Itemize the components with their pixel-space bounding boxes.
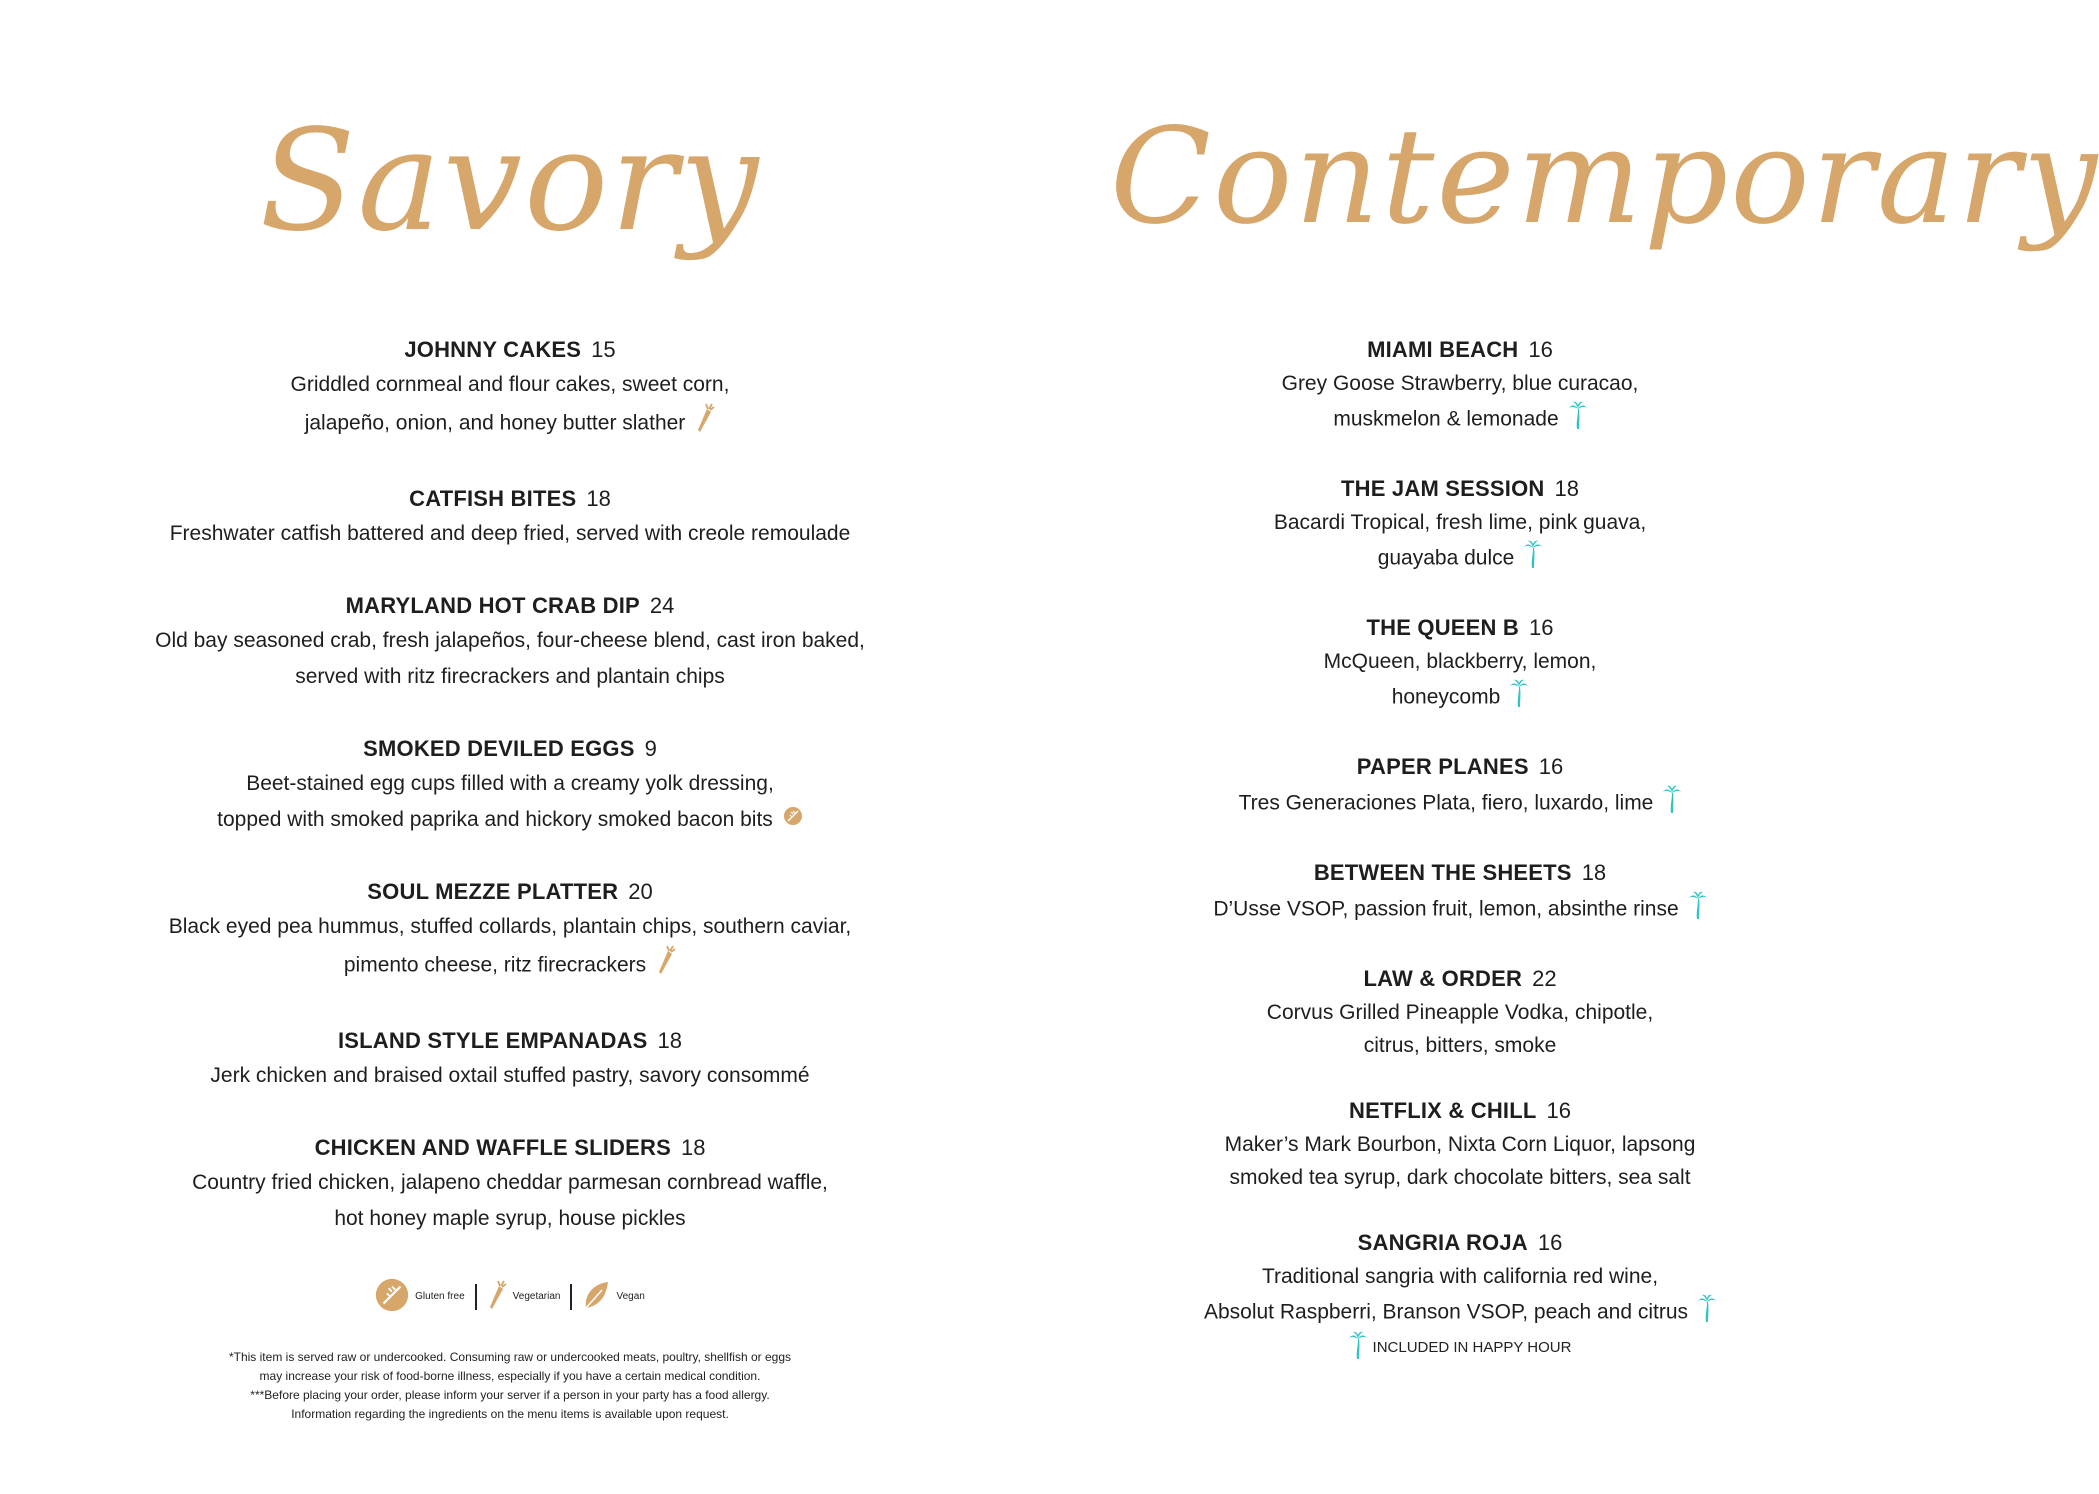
description-line — [1110, 1260, 1810, 1293]
contemporary-column — [1110, 0, 2099, 1494]
menu-item-heading — [1110, 1094, 1810, 1128]
description-line — [1110, 506, 1810, 539]
description-line — [100, 623, 920, 659]
palm-tree-icon — [1689, 890, 1707, 930]
menu-item-name: SANGRIA ROJA — [1357, 1230, 1528, 1255]
menu-item-heading — [100, 875, 920, 909]
description-line — [100, 1165, 920, 1201]
description-line — [1110, 400, 1810, 440]
description-text: Griddled cornmeal and flour cakes, sweet corn, — [290, 373, 730, 396]
menu-item-description — [1110, 1128, 1810, 1194]
description-text: citrus, bitters, smoke — [1363, 1034, 1557, 1057]
menu-item-price: 18 — [586, 486, 611, 511]
description-text: Country fried chicken, jalapeno cheddar parmesan cornbread waffle, — [192, 1171, 828, 1195]
menu-item-name: CATFISH BITES — [409, 486, 577, 511]
savory-column — [100, 0, 920, 1494]
description-line — [100, 945, 920, 987]
menu-item-price: 16 — [1528, 337, 1553, 362]
menu-item — [100, 333, 920, 445]
menu-item-name: MARYLAND HOT CRAB DIP — [345, 593, 640, 618]
description-text: McQueen, blackberry, lemon, — [1323, 650, 1597, 673]
disclaimer-line: ***Before placing your order, please inform your server if a person in your party has a food allergy. — [250, 1388, 770, 1402]
menu-item-heading — [1110, 472, 1810, 506]
menu-item-name: THE JAM SESSION — [1341, 476, 1545, 501]
description-line — [1110, 1029, 1810, 1062]
disclaimer-line: Information regarding the ingredients on the menu items is available upon request. — [291, 1407, 729, 1421]
vegetarian-carrot-icon — [656, 945, 676, 987]
description-text: muskmelon & lemonade — [1333, 407, 1559, 431]
menu-item-price: 9 — [644, 736, 657, 761]
description-line — [1110, 678, 1810, 718]
description-line — [100, 367, 920, 403]
legend-label: Vegetarian — [512, 1291, 561, 1302]
legend-entry — [487, 1280, 561, 1313]
menu-item-price: 20 — [628, 879, 653, 905]
menu-item-heading — [100, 589, 920, 623]
description-text: topped with smoked paprika and hickory smoked bacon bits — [217, 808, 773, 831]
description-line — [100, 403, 920, 445]
menu-item-name: THE QUEEN B — [1366, 615, 1520, 640]
menu-item-name: MIAMI BEACH — [1367, 337, 1519, 362]
description-line — [100, 909, 920, 945]
menu-item-description — [100, 367, 920, 445]
description-line — [100, 659, 920, 695]
menu-item-name: BETWEEN THE SHEETS — [1313, 860, 1572, 885]
menu-item-heading — [100, 482, 920, 516]
description-text: pimento cheese, ritz firecrackers — [343, 954, 647, 977]
menu-item — [100, 1131, 920, 1237]
menu-item-name: PAPER PLANES — [1356, 754, 1529, 779]
menu-item — [1110, 750, 1810, 824]
menu-item-price: 16 — [1546, 1098, 1572, 1123]
description-text: Absolut Raspberri, Branson VSOP, peach and citrus — [1203, 1300, 1689, 1324]
description-line — [1110, 996, 1810, 1029]
menu-item — [1110, 472, 1810, 579]
palm-tree-icon — [1510, 678, 1528, 718]
menu-item — [1110, 962, 1810, 1062]
menu-item-description — [100, 516, 920, 552]
description-line — [1110, 367, 1810, 400]
menu-item — [1110, 1094, 1810, 1194]
menu-item-price: 22 — [1532, 966, 1557, 991]
menu-item-heading — [1110, 333, 1810, 367]
menu-item-name: SMOKED DEVILED EGGS — [363, 736, 635, 761]
menu-item-price: 18 — [1581, 860, 1607, 885]
palm-tree-icon — [1663, 784, 1681, 824]
gluten-free-icon — [783, 802, 803, 838]
palm-tree-icon — [1698, 1293, 1716, 1333]
description-text: served with ritz firecrackers and plantain chips — [295, 665, 725, 688]
vegetarian-carrot-icon — [695, 403, 715, 445]
menu-item-description — [1110, 367, 1810, 440]
menu-item — [1110, 1226, 1810, 1333]
description-line — [100, 516, 920, 552]
palm-tree-icon — [1569, 400, 1587, 440]
menu-item-description — [100, 1165, 920, 1237]
menu-item-name: CHICKEN AND WAFFLE SLIDERS — [314, 1135, 671, 1161]
description-line — [1110, 784, 1810, 824]
description-text: Bacardi Tropical, fresh lime, pink guava, — [1273, 511, 1647, 534]
vegan-leaf-icon — [582, 1280, 610, 1313]
menu-item-name: LAW & ORDER — [1363, 966, 1523, 991]
menu-item-price: 18 — [657, 1028, 683, 1054]
disclaimer-line: *This item is served raw or undercooked. Consuming raw or undercooked meats, poultry, shellfish or eggs — [228, 1350, 792, 1364]
savory-item-list — [100, 333, 920, 1274]
menu-item-price: 15 — [591, 337, 616, 362]
menu-item-name: NETFLIX & CHILL — [1348, 1098, 1537, 1123]
description-line — [100, 1201, 920, 1237]
description-text: Black eyed pea hummus, stuffed collards, plantain chips, southern caviar, — [168, 915, 852, 939]
happy-hour-note — [1110, 1330, 1810, 1364]
menu-item-price: 18 — [1554, 476, 1579, 501]
palm-tree-icon — [1349, 1330, 1367, 1364]
description-line — [1110, 645, 1810, 678]
description-text: Maker’s Mark Bourbon, Nixta Corn Liquor, lapsong — [1224, 1133, 1696, 1156]
menu-item — [1110, 611, 1810, 718]
description-text: Grey Goose Strawberry, blue curacao, — [1281, 372, 1639, 395]
description-line — [1110, 539, 1810, 579]
legend-label: Vegan — [616, 1291, 645, 1302]
description-text: honeycomb — [1391, 685, 1501, 709]
description-text: Corvus Grilled Pineapple Vodka, chipotle, — [1266, 1001, 1654, 1024]
disclaimer-line: may increase your risk of food-borne illness, especially if you have a certain medical condition. — [259, 1369, 761, 1383]
description-text: smoked tea syrup, dark chocolate bitters, sea salt — [1229, 1166, 1691, 1189]
menu-item-description — [1110, 784, 1810, 824]
food-safety-disclaimer — [100, 1348, 920, 1424]
menu-item-heading — [1110, 962, 1810, 996]
menu-item-description — [1110, 996, 1810, 1062]
menu-item-heading — [100, 1131, 920, 1165]
menu-item-heading — [1110, 856, 1810, 890]
description-text: Freshwater catfish battered and deep fried, served with creole remoulade — [169, 522, 851, 545]
contemporary-item-list — [1110, 333, 1810, 1365]
menu-item-description — [1110, 890, 1810, 930]
menu-item-name: ISLAND STYLE EMPANADAS — [337, 1028, 648, 1054]
menu-item — [100, 732, 920, 838]
menu-item-description — [1110, 1260, 1810, 1333]
menu-item-price: 16 — [1537, 1230, 1563, 1255]
legend-label: Gluten free — [415, 1291, 465, 1302]
description-text: jalapeño, onion, and honey butter slather — [304, 411, 686, 435]
description-line — [100, 766, 920, 802]
menu-item — [100, 875, 920, 987]
description-text: hot honey maple syrup, house pickles — [334, 1207, 686, 1231]
description-text: Old bay seasoned crab, fresh jalapeños, four-cheese blend, cast iron baked, — [155, 629, 865, 652]
menu-item-heading — [1110, 611, 1810, 645]
menu-item — [100, 482, 920, 552]
menu-item — [100, 1024, 920, 1094]
menu-item-heading — [1110, 1226, 1810, 1260]
legend-divider — [570, 1284, 572, 1310]
menu-item-description — [100, 623, 920, 695]
menu-item-heading — [100, 333, 920, 367]
menu-item — [1110, 856, 1810, 930]
menu-item-description — [100, 909, 920, 987]
description-line — [1110, 1161, 1810, 1194]
menu-item-name: JOHNNY CAKES — [404, 337, 582, 362]
description-line — [1110, 890, 1810, 930]
menu-item-description — [100, 1058, 920, 1094]
description-line — [100, 802, 920, 838]
description-line — [1110, 1293, 1810, 1333]
gluten-free-icon — [375, 1278, 409, 1315]
savory-title: Savory — [259, 100, 761, 263]
description-text: Tres Generaciones Plata, fiero, luxardo, lime — [1238, 791, 1654, 815]
menu-item-price: 24 — [649, 593, 675, 618]
menu-item — [1110, 333, 1810, 440]
description-text: Jerk chicken and braised oxtail stuffed pastry, savory consommé — [210, 1064, 810, 1088]
menu-item-description — [1110, 645, 1810, 718]
description-text: Traditional sangria with california red wine, — [1261, 1265, 1659, 1288]
menu-item-heading — [100, 1024, 920, 1058]
menu-item-price: 16 — [1538, 754, 1564, 779]
description-text: D’Usse VSOP, passion fruit, lemon, absinthe rinse — [1213, 897, 1679, 921]
legend-entry — [375, 1278, 464, 1315]
happy-hour-label: INCLUDED IN HAPPY HOUR — [1372, 1338, 1572, 1356]
contemporary-title: Contemporary — [1110, 100, 2099, 254]
legend-divider — [475, 1284, 477, 1310]
description-text: guayaba dulce — [1377, 546, 1515, 570]
vegetarian-carrot-icon — [487, 1280, 507, 1313]
palm-tree-icon — [1524, 539, 1542, 579]
menu-item-description — [100, 766, 920, 838]
menu-item-heading — [1110, 750, 1810, 784]
description-line — [100, 1058, 920, 1094]
description-line — [1110, 1128, 1810, 1161]
menu-item-price: 16 — [1529, 615, 1554, 640]
menu-item-heading — [100, 732, 920, 766]
menu-item-description — [1110, 506, 1810, 579]
menu-item — [100, 589, 920, 695]
menu-item-name: SOUL MEZZE PLATTER — [367, 879, 619, 905]
description-text: Beet-stained egg cups filled with a creamy yolk dressing, — [246, 772, 774, 795]
legend-entry — [582, 1280, 644, 1313]
dietary-legend — [100, 1278, 920, 1315]
menu-item-price: 18 — [680, 1135, 706, 1161]
